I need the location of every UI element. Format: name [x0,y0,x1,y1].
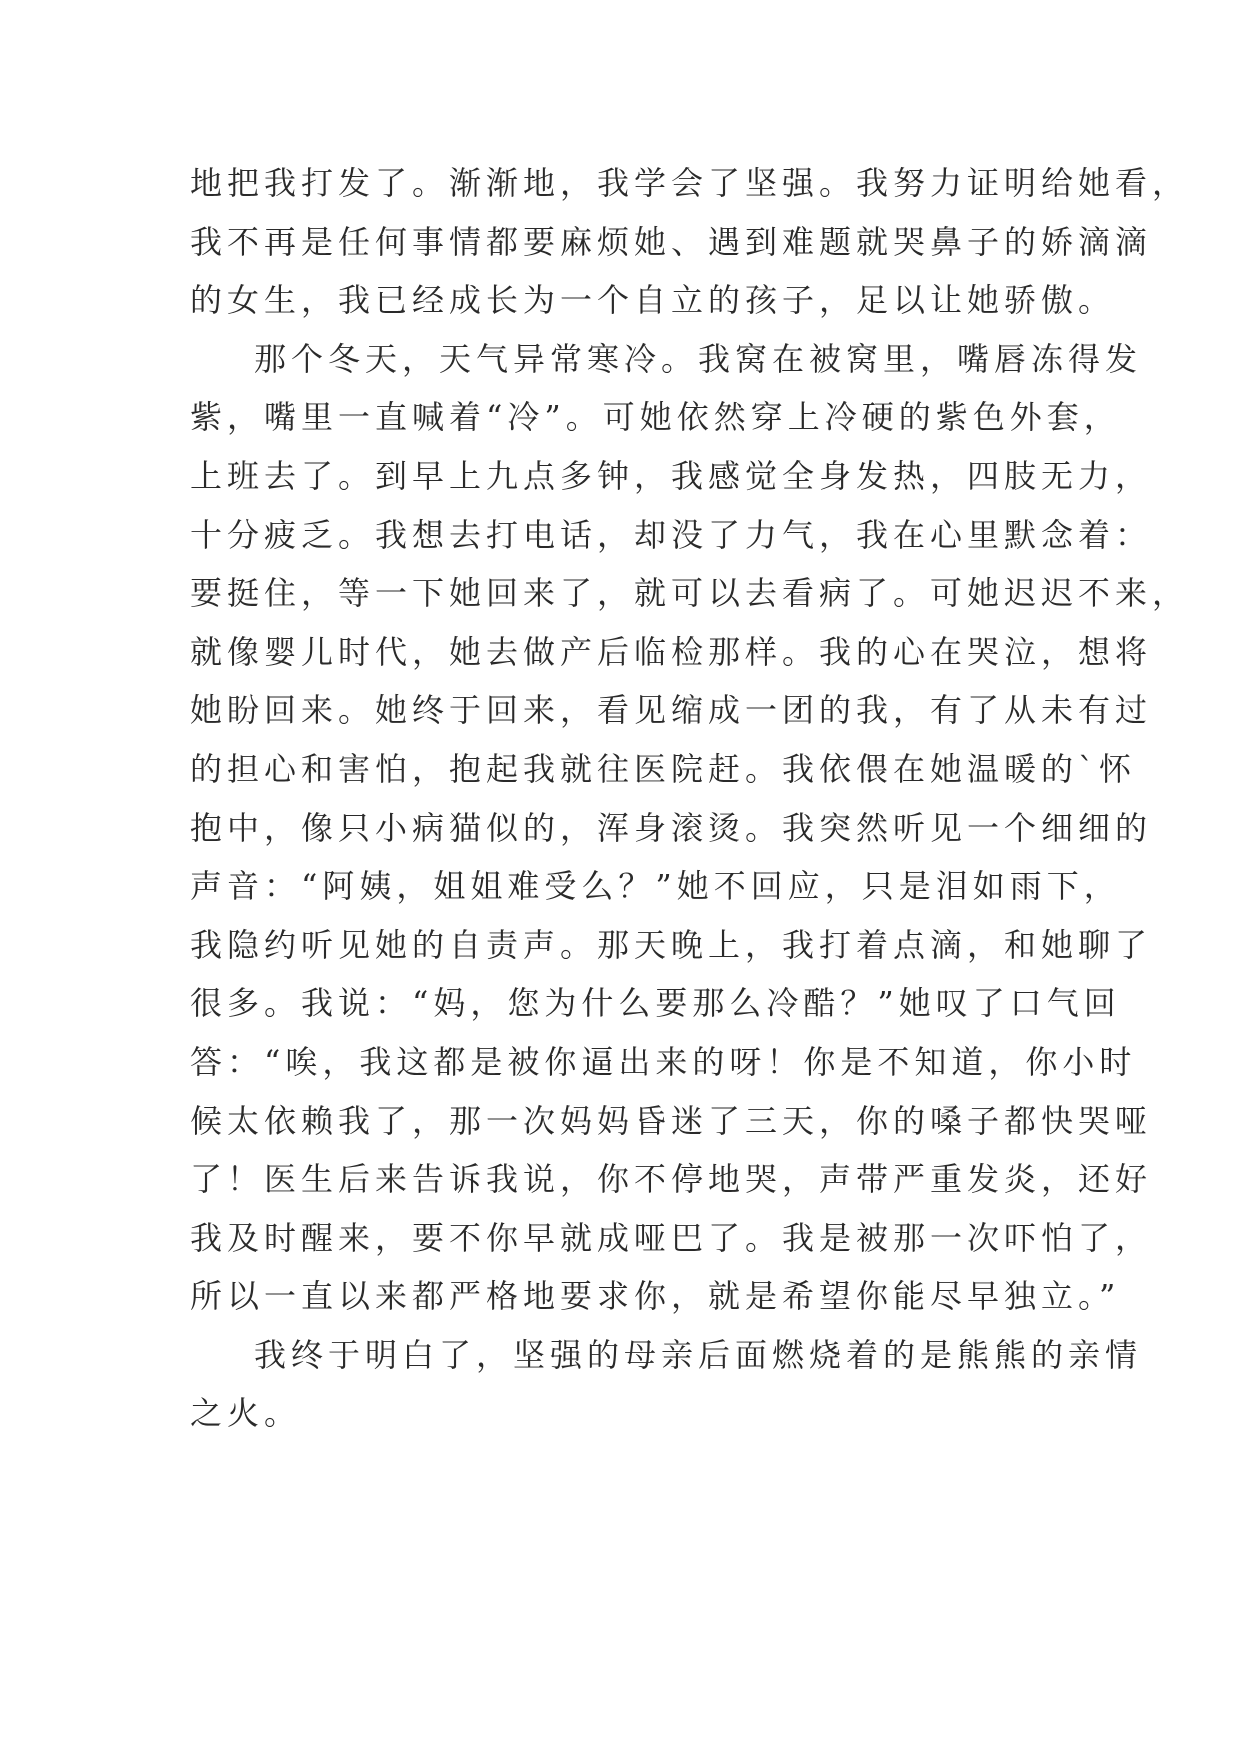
body-text [190,154,1190,1443]
text-line: 所以一直以来都严格地要求你，就是希望你能尽早独立。” [190,1277,1121,1316]
text-line: 我不再是任何事情都要麻烦她、遇到难题就哭鼻子的娇滴滴 [190,222,1153,261]
text-line: 要挺住，等一下她回来了，就可以去看病了。可她迟迟不来， [190,574,1190,613]
text-line: 十分疲乏。我想去打电话，却没了力气，我在心里默念着： [190,515,1153,554]
text-line: 抱中，像只小病猫似的，浑身滚烫。我突然听见一个细细的 [190,808,1153,847]
text-line: 候太依赖我了，那一次妈妈昏迷了三天，你的嗓子都快哭哑 [190,1101,1153,1140]
text-line: 了！医生后来告诉我说，你不停地哭，声带严重发炎，还好 [190,1160,1153,1199]
text-line: 就像婴儿时代，她去做产后临检那样。我的心在哭泣，想将 [190,632,1153,671]
text-line: 答：“唉，我这都是被你逼出来的呀！你是不知道，你小时 [190,1042,1137,1081]
text-line: 声音：“阿姨，姐姐难受么？”她不回应，只是泪如雨下， [190,867,1121,906]
text-line: 的担心和害怕，抱起我就往医院赶。我依偎在她温暖的`怀 [190,749,1137,788]
paragraph-first-line: 那个冬天，天气异常寒冷。我窝在被窝里，嘴唇冻得发 [254,339,1143,378]
text-line: 之火。 [190,1394,302,1433]
text-line: 的女生，我已经成长为一个自立的孩子，足以让她骄傲。 [190,281,1116,320]
text-line: 她盼回来。她终于回来，看见缩成一团的我，有了从未有过 [190,691,1153,730]
text-line: 我及时醒来，要不你早就成哑巴了。我是被那一次吓怕了， [190,1218,1153,1257]
text-line: 很多。我说：“妈，您为什么要那么冷酷？”她叹了口气回 [190,984,1121,1023]
paragraph-first-line: 我终于明白了，坚强的母亲后面燃烧着的是熊熊的亲情 [254,1335,1143,1374]
text-line: 我隐约听见她的自责声。那天晚上，我打着点滴，和她聊了 [190,925,1153,964]
text-line: 地把我打发了。渐渐地，我学会了坚强。我努力证明给她看， [190,164,1190,202]
text-line: 上班去了。到早上九点多钟，我感觉全身发热，四肢无力， [190,456,1153,495]
text-line: 紫，嘴里一直喊着“冷”。可她依然穿上冷硬的紫色外套， [190,398,1121,437]
